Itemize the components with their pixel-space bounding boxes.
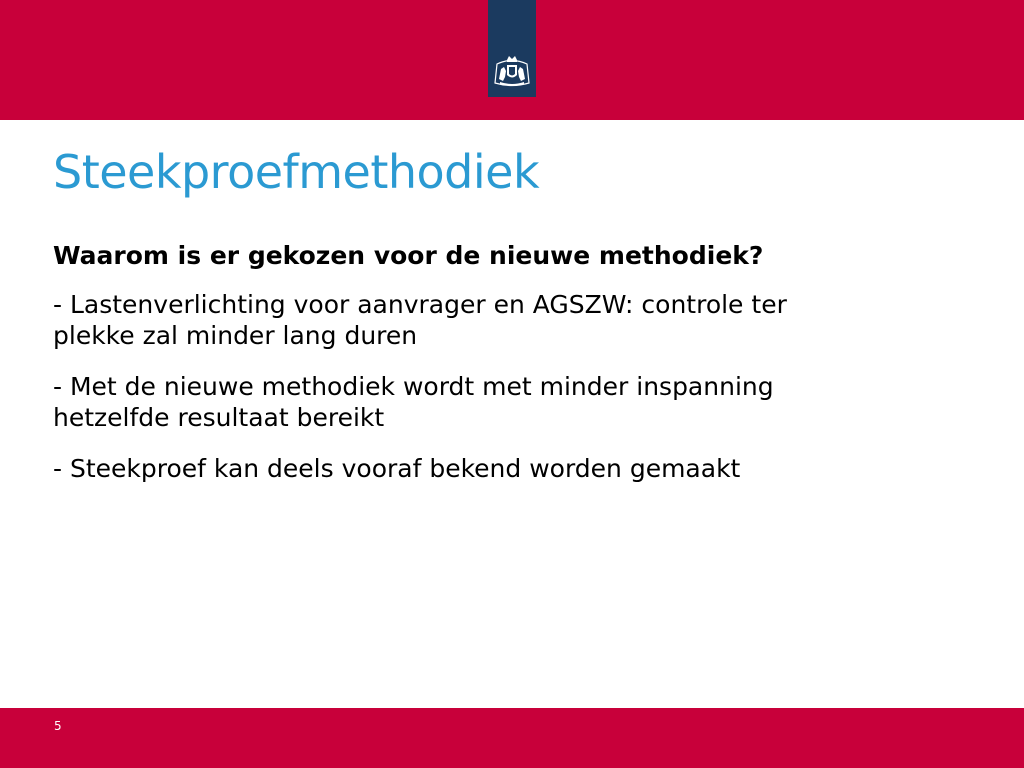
logo-block	[488, 0, 536, 97]
slide-title: Steekproefmethodiek	[53, 145, 540, 199]
bullet-item: - Steekproef kan deels vooraf bekend worden gemaakt	[53, 454, 741, 483]
header-band	[0, 0, 1024, 120]
slide-body	[53, 240, 813, 504]
bullet-item: - Lastenverlichting voor aanvrager en AGSZW: controle ter plekke zal minder lang duren	[53, 290, 787, 350]
royal-coat-of-arms-icon	[491, 51, 533, 89]
question-heading: Waarom is er gekozen voor de nieuwe methodiek?	[53, 241, 764, 270]
bullet-item: - Met de nieuwe methodiek wordt met minder inspanning hetzelfde resultaat bereikt	[53, 372, 774, 432]
footer-band	[0, 708, 1024, 768]
page-number: 5	[54, 719, 62, 733]
